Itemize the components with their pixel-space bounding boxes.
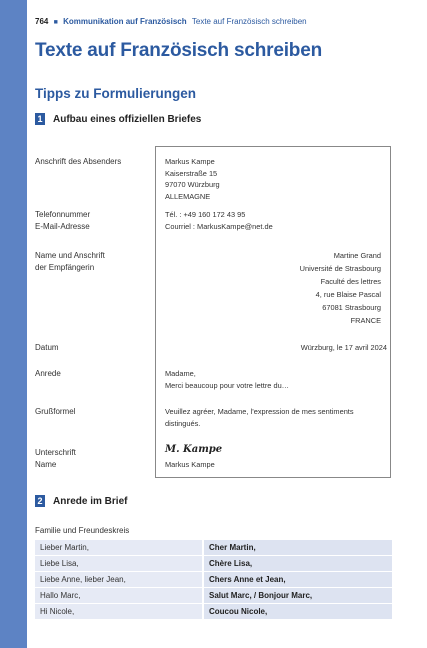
sender-phone: Tél. : +49 160 172 43 95 xyxy=(165,210,246,219)
recipient-name: Martine Grand xyxy=(333,251,381,260)
page-number: 764 xyxy=(35,17,49,26)
letter-closing-1: Veuillez agréer, Madame, l’expression de mes sentiments xyxy=(165,407,354,416)
label-signature: Unterschrift xyxy=(35,448,76,457)
label-salutation: Anrede xyxy=(35,369,61,378)
sender-country: ALLEMAGNE xyxy=(165,191,211,201)
label-closing: Grußformel xyxy=(35,407,76,416)
header-section: Kommunikation auf Französisch xyxy=(63,17,187,26)
label-email: E-Mail-Adresse xyxy=(35,222,90,231)
german-salutation: Liebe Anne, lieber Jean, xyxy=(35,572,203,588)
section-2-heading xyxy=(35,495,127,507)
french-salutation: Cher Martin, xyxy=(203,540,392,556)
recipient-city: 67081 Strasbourg xyxy=(322,303,381,312)
label-recipient-1: Name und Anschrift xyxy=(35,251,105,260)
german-salutation: Hallo Marc, xyxy=(35,588,203,604)
sender-city: 97070 Würzburg xyxy=(165,180,220,189)
salutation-table xyxy=(35,540,392,620)
recipient-street: 4, rue Blaise Pascal xyxy=(315,290,381,299)
family-label: Familie und Freundeskreis xyxy=(35,526,130,535)
letter-date: Würzburg, le 17 avril 2024 xyxy=(300,343,387,352)
recipient-faculty: Faculté des lettres xyxy=(320,277,381,286)
letter-signature: M. Kampe xyxy=(165,444,223,455)
label-sender: Anschrift des Absenders xyxy=(35,157,122,166)
sender-name: Markus Kampe xyxy=(165,157,215,166)
german-salutation: Liebe Lisa, xyxy=(35,556,203,572)
sender-email: Courriel : MarkusKampe@net.de xyxy=(165,222,273,231)
page-subtitle: Tipps zu Formulierungen xyxy=(35,86,197,101)
table-row xyxy=(35,572,392,588)
french-salutation: Salut Marc, / Bonjour Marc, xyxy=(203,588,392,604)
section-1-number: 1 xyxy=(35,113,45,125)
table-row xyxy=(35,588,392,604)
letter-opening: Merci beaucoup pour votre lettre du… xyxy=(165,381,290,390)
letter-closing-2: distingués. xyxy=(165,419,201,428)
recipient-country: FRANCE xyxy=(350,316,381,325)
section-1-title: Aufbau eines offiziellen Briefes xyxy=(53,113,202,125)
label-recipient-2: der Empfängerin xyxy=(35,263,95,272)
sender-street: Kaiserstraße 15 xyxy=(165,168,218,178)
label-phone: Telefonnummer xyxy=(35,210,91,219)
french-salutation: Chère Lisa, xyxy=(203,556,392,572)
letter-salutation: Madame, xyxy=(165,369,196,378)
german-salutation: Lieber Martin, xyxy=(35,540,203,556)
page-side-bar xyxy=(0,0,27,648)
letter-name: Markus Kampe xyxy=(165,460,215,469)
page-title: Texte auf Französisch schreiben xyxy=(35,40,322,61)
label-date: Datum xyxy=(35,343,59,352)
table-row xyxy=(35,540,392,556)
french-salutation: Coucou Nicole, xyxy=(203,604,392,620)
section-1-heading xyxy=(35,113,201,125)
french-salutation: Chers Anne et Jean, xyxy=(203,572,392,588)
running-header xyxy=(35,17,307,26)
section-2-title: Anrede im Brief xyxy=(53,495,128,507)
header-subsection: Texte auf Französisch schreiben xyxy=(191,17,307,26)
table-row xyxy=(35,604,392,620)
german-salutation: Hi Nicole, xyxy=(35,604,203,620)
table-row xyxy=(35,556,392,572)
label-name: Name xyxy=(35,460,57,469)
separator-dot-icon: ■ xyxy=(53,19,58,26)
recipient-university: Université de Strasbourg xyxy=(299,264,381,273)
section-2-number: 2 xyxy=(35,495,45,507)
